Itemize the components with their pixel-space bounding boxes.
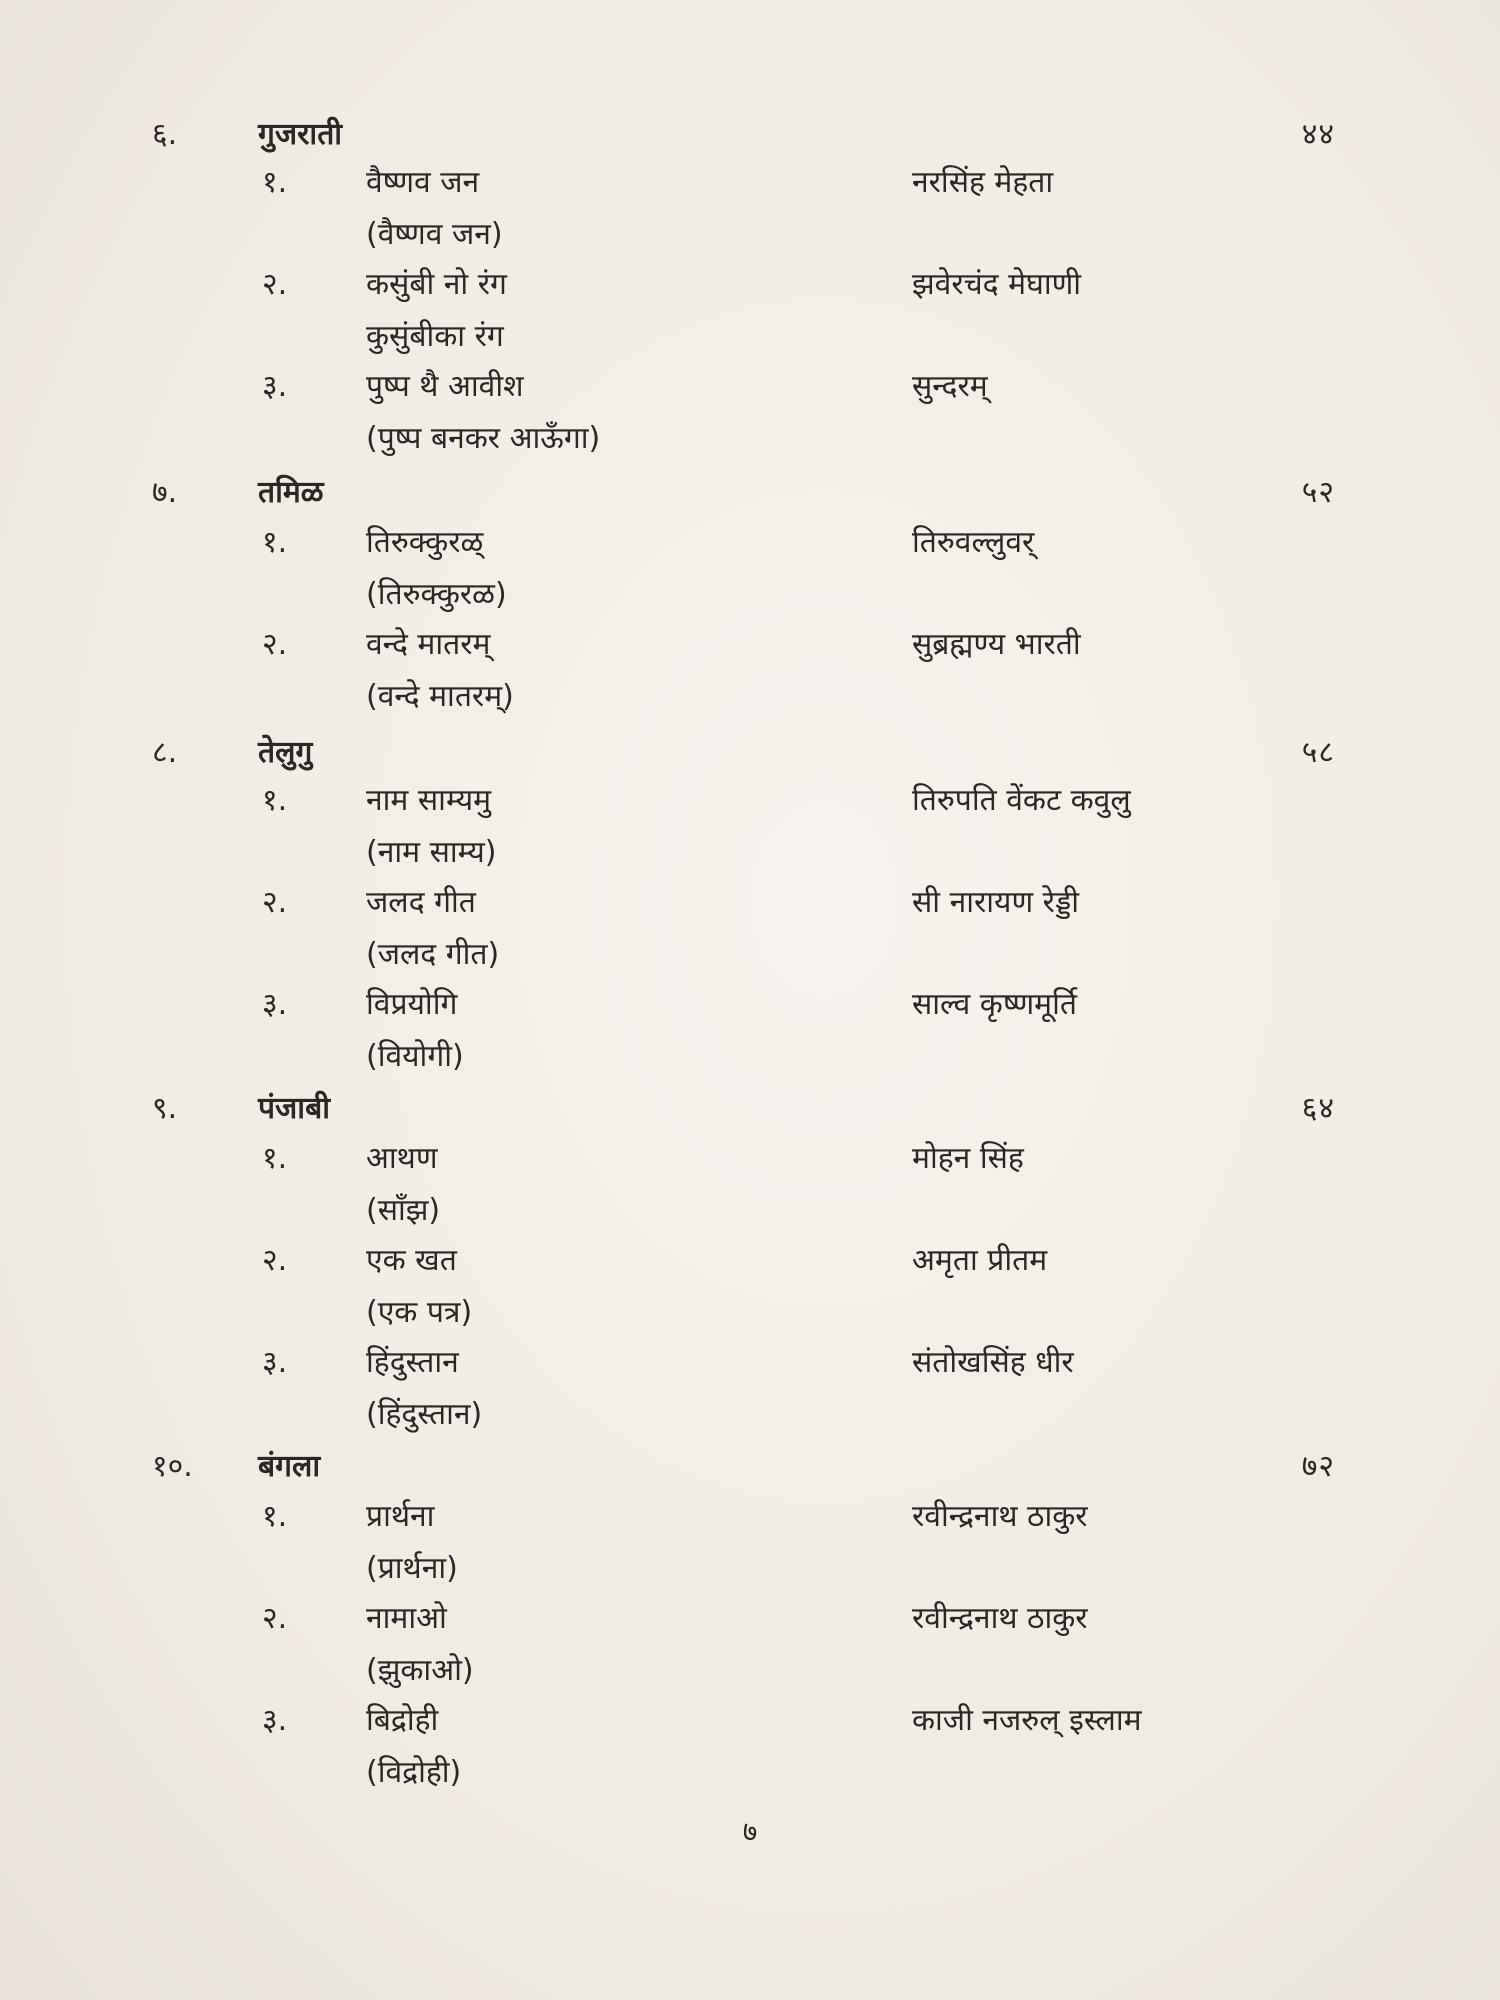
- entry-translation: (विद्रोही): [366, 1755, 462, 1790]
- entry-title: तिरुक्कुरळ्: [366, 525, 484, 560]
- entry-title: वैष्णव जन: [366, 165, 480, 200]
- entry-translation: (प्रार्थना): [366, 1551, 458, 1586]
- entry: [0, 1492, 1500, 1592]
- entry-number: २.: [262, 627, 288, 662]
- section-heading: [0, 110, 1500, 160]
- section-heading: [0, 1442, 1500, 1492]
- entry-title: आथण: [366, 1141, 438, 1176]
- entry-translation: (वन्दे मातरम्): [366, 679, 514, 714]
- entry-author: सुन्दरम्: [912, 369, 988, 404]
- entry: [0, 518, 1500, 618]
- entry-title: कसुंबी नो रंग: [366, 267, 507, 302]
- page-number: ७: [742, 1815, 758, 1848]
- entry-number: २.: [262, 1601, 288, 1636]
- entry-translation: (वियोगी): [366, 1039, 464, 1074]
- entry-number: १.: [262, 1141, 288, 1176]
- section-page-number: ६४: [1301, 1091, 1335, 1126]
- section-number: ६.: [152, 117, 178, 152]
- entry-title: वन्दे मातरम्: [366, 627, 491, 662]
- entry-number: १.: [262, 783, 288, 818]
- section-language: गुजराती: [258, 117, 343, 152]
- entry-translation: (हिंदुस्तान): [366, 1397, 483, 1432]
- entry-title: हिंदुस्तान: [366, 1345, 459, 1380]
- section-page-number: ५८: [1301, 735, 1335, 770]
- entry: [0, 1594, 1500, 1694]
- entry-translation: (नाम साम्य): [366, 835, 497, 870]
- section-number: ८.: [152, 735, 178, 770]
- entry-translation: (साँझ): [366, 1193, 441, 1228]
- entry: [0, 1338, 1500, 1438]
- entry-title: विप्रयोगि: [366, 987, 458, 1022]
- entry-author: नरसिंह मेहता: [912, 165, 1054, 200]
- section-page-number: ४४: [1301, 117, 1335, 152]
- entry-title: नाम साम्यमु: [366, 783, 492, 818]
- entry: [0, 362, 1500, 462]
- entry-author: संतोखसिंह धीर: [912, 1345, 1074, 1380]
- entry-translation: (एक पत्र): [366, 1295, 473, 1330]
- entry-number: ३.: [262, 369, 288, 404]
- entry: [0, 878, 1500, 978]
- entry-author: सुब्रह्मण्य भारती: [912, 627, 1081, 662]
- entry-title: जलद गीत: [366, 885, 476, 920]
- entry-number: २.: [262, 885, 288, 920]
- entry-translation: (तिरुक्कुरळ): [366, 577, 507, 612]
- section-heading: [0, 728, 1500, 778]
- entry-translation: (जलद गीत): [366, 937, 500, 972]
- entry-translation: (वैष्णव जन): [366, 217, 503, 252]
- entry: [0, 1236, 1500, 1336]
- entry-number: ३.: [262, 1703, 288, 1738]
- entry: [0, 1696, 1500, 1796]
- entry-author: झवेरचंद मेघाणी: [912, 267, 1082, 302]
- section-heading: [0, 468, 1500, 518]
- entry: [0, 620, 1500, 720]
- entry-translation: (पुष्प बनकर आऊँगा): [366, 421, 601, 456]
- section-page-number: ७२: [1301, 1449, 1335, 1484]
- entry-number: २.: [262, 267, 288, 302]
- section-language: पंजाबी: [258, 1091, 330, 1126]
- section-language: तमिळ: [258, 475, 324, 510]
- entry-author: सी नारायण रेड्डी: [912, 885, 1079, 920]
- entry-author: रवीन्द्रनाथ ठाकुर: [912, 1499, 1088, 1534]
- entry: [0, 980, 1500, 1080]
- entry: [0, 260, 1500, 360]
- entry: [0, 1134, 1500, 1234]
- entry-title: एक खत: [366, 1243, 457, 1278]
- section-heading: [0, 1084, 1500, 1134]
- entry-number: २.: [262, 1243, 288, 1278]
- section-language: बंगला: [258, 1449, 321, 1484]
- entry: [0, 776, 1500, 876]
- section-number: ९.: [152, 1091, 178, 1126]
- entry-title: प्रार्थना: [366, 1499, 435, 1534]
- entry: [0, 158, 1500, 258]
- entry-number: ३.: [262, 987, 288, 1022]
- entry-author: तिरुवल्लुवर्: [912, 525, 1035, 560]
- entry-number: १.: [262, 165, 288, 200]
- entry-author: रवीन्द्रनाथ ठाकुर: [912, 1601, 1088, 1636]
- entry-author: तिरुपति वेंकट कवुलु: [912, 783, 1131, 818]
- section-number: १०.: [152, 1449, 193, 1484]
- section-language: तेलुगु: [258, 735, 313, 770]
- entry-title: नामाओ: [366, 1601, 447, 1636]
- section-number: ७.: [152, 475, 178, 510]
- entry-translation: कुसुंबीका रंग: [366, 319, 504, 354]
- entry-number: १.: [262, 1499, 288, 1534]
- section-page-number: ५२: [1301, 475, 1335, 510]
- entry-author: मोहन सिंह: [912, 1141, 1024, 1176]
- entry-number: १.: [262, 525, 288, 560]
- entry-number: ३.: [262, 1345, 288, 1380]
- entry-author: काजी नजरुल् इस्लाम: [912, 1703, 1142, 1738]
- entry-author: अमृता प्रीतम: [912, 1243, 1048, 1278]
- entry-author: साल्व कृष्णमूर्ति: [912, 987, 1077, 1022]
- entry-title: पुष्प थै आवीश: [366, 369, 524, 404]
- entry-title: बिद्रोही: [366, 1703, 439, 1738]
- entry-translation: (झुकाओ): [366, 1653, 474, 1688]
